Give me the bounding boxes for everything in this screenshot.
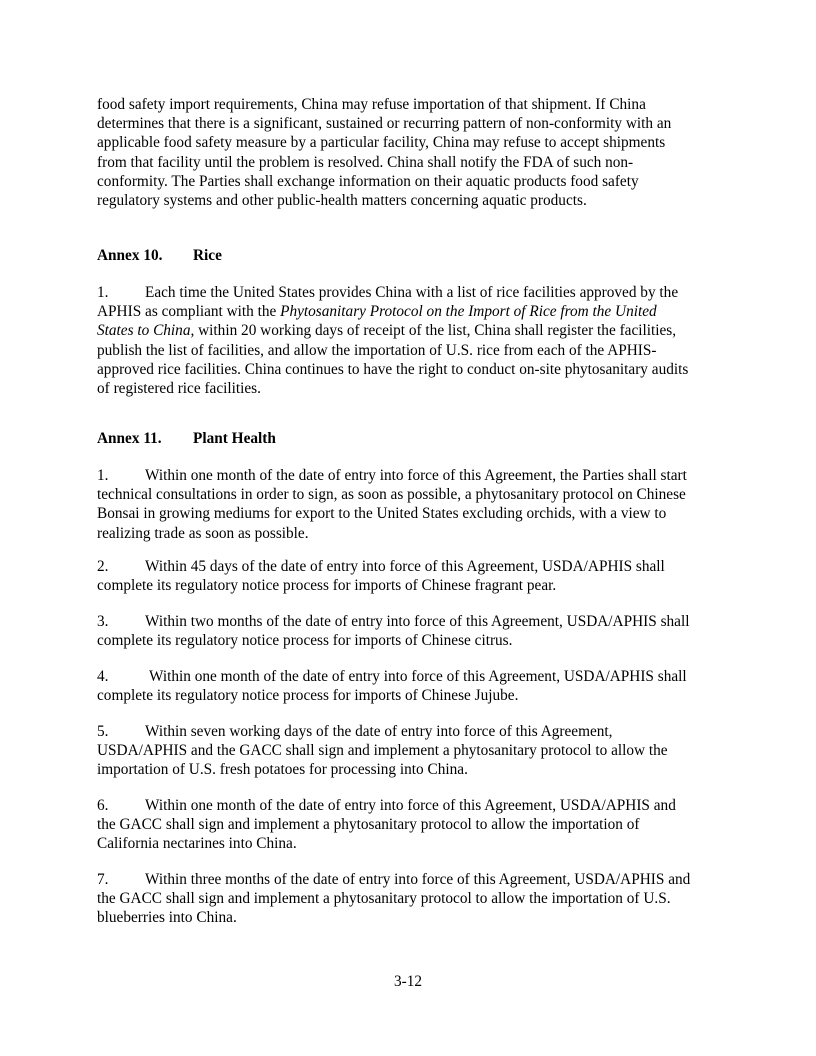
protocol-title-italic: States to China,	[97, 322, 195, 340]
paragraph-text: Within three months of the date of entry into force of this Agreement, USDA/APHIS and	[145, 871, 691, 888]
text-line: regulatory systems and other public-health matters concerning aquatic products.	[97, 192, 587, 210]
paragraph-number: 4.	[97, 668, 109, 685]
annex-11-paragraph-5	[97, 722, 725, 780]
annex-title: Rice	[193, 247, 222, 264]
paragraph-text: Within one month of the date of entry into force of this Agreement, USDA/APHIS and	[145, 797, 676, 814]
paragraph-number: 2.	[97, 558, 109, 575]
annex-11-heading	[97, 429, 276, 448]
annex-10-paragraph-1	[97, 283, 725, 398]
paragraph-number: 5.	[97, 723, 109, 740]
text-line	[97, 466, 725, 485]
text-line: California nectarines into China.	[97, 835, 297, 853]
text-line: food safety import requirements, China may refuse importation of that shipment. If China	[97, 96, 646, 113]
text-line: the GACC shall sign and implement a phytosanitary protocol to allow the importation of U.S.	[97, 890, 671, 908]
text-line: importation of U.S. fresh potatoes for processing into China.	[97, 761, 468, 779]
text-line: applicable food safety measure by a particular facility, China may refuse to accept shipments	[97, 134, 666, 152]
annex-11-paragraph-6	[97, 796, 725, 854]
intro-paragraph	[97, 95, 725, 210]
text-line: determines that there is a significant, sustained or recurring pattern of non-conformity with an	[97, 115, 672, 133]
paragraph-number: 1.	[97, 467, 109, 484]
text-line	[97, 321, 725, 340]
text-line	[97, 302, 725, 321]
annex-10-heading	[97, 246, 222, 265]
paragraph-text: Within one month of the date of entry into force of this Agreement, the Parties shall start	[145, 467, 687, 484]
paragraph-number: 1.	[97, 284, 109, 301]
text-line: realizing trade as soon as possible.	[97, 524, 309, 542]
text-line	[97, 722, 725, 741]
text-line: complete its regulatory notice process for imports of Chinese citrus.	[97, 632, 513, 650]
text-line: of registered rice facilities.	[97, 380, 261, 398]
paragraph-text: within 20 working days of receipt of the list, China shall register the facilities,	[194, 322, 677, 340]
text-line: the GACC shall sign and implement a phytosanitary protocol to allow the importation of	[97, 816, 640, 834]
text-line	[97, 283, 725, 302]
annex-11-paragraph-4	[97, 667, 725, 705]
annex-title: Plant Health	[193, 430, 276, 447]
page-number: 3-12	[393, 973, 423, 990]
annex-11-paragraph-1	[97, 466, 725, 543]
protocol-title-italic: Phytosanitary Protocol on the Import of Rice from the United	[280, 303, 657, 321]
paragraph-text: Within two months of the date of entry into force of this Agreement, USDA/APHIS shall	[145, 613, 690, 630]
text-line: Bonsai in growing mediums for export to the United States excluding orchids, with a view to	[97, 505, 667, 523]
text-line: complete its regulatory notice process for imports of Chinese fragrant pear.	[97, 577, 557, 595]
paragraph-number: 3.	[97, 613, 109, 630]
text-line: approved rice facilities. China continues to have the right to conduct on-site phytosanitary audits	[97, 360, 689, 378]
annex-number: Annex 10.	[97, 247, 163, 264]
paragraph-text: Each time the United States provides China with a list of rice facilities approved by the	[145, 284, 679, 301]
annex-11-paragraph-3	[97, 612, 725, 650]
annex-11-paragraph-2	[97, 557, 725, 595]
paragraph-text: Within one month of the date of entry into force of this Agreement, USDA/APHIS shall	[149, 668, 687, 685]
text-line: conformity. The Parties shall exchange information on their aquatic products food safety	[97, 172, 639, 190]
text-line: USDA/APHIS and the GACC shall sign and implement a phytosanitary protocol to allow the	[97, 742, 668, 760]
text-line: complete its regulatory notice process for imports of Chinese Jujube.	[97, 687, 519, 705]
text-line	[97, 870, 725, 889]
paragraph-number: 7.	[97, 871, 109, 888]
annex-11-paragraph-7	[97, 870, 725, 928]
paragraph-number: 6.	[97, 797, 109, 814]
text-line: blueberries into China.	[97, 909, 237, 927]
text-line	[97, 796, 725, 815]
text-line	[97, 667, 725, 686]
paragraph-text: APHIS as compliant with the	[97, 303, 281, 321]
annex-number: Annex 11.	[97, 430, 162, 447]
paragraph-text: Within seven working days of the date of entry into force of this Agreement,	[145, 723, 613, 740]
text-line	[97, 612, 725, 631]
text-line: from that facility until the problem is resolved. China shall notify the FDA of such non-	[97, 153, 634, 171]
text-line	[97, 557, 725, 576]
text-line: technical consultations in order to sign, as soon as possible, a phytosanitary protocol on Chinese	[97, 486, 686, 504]
text-line: publish the list of facilities, and allow the importation of U.S. rice from each of the APHIS-	[97, 341, 657, 359]
paragraph-text: Within 45 days of the date of entry into force of this Agreement, USDA/APHIS shall	[145, 558, 665, 575]
